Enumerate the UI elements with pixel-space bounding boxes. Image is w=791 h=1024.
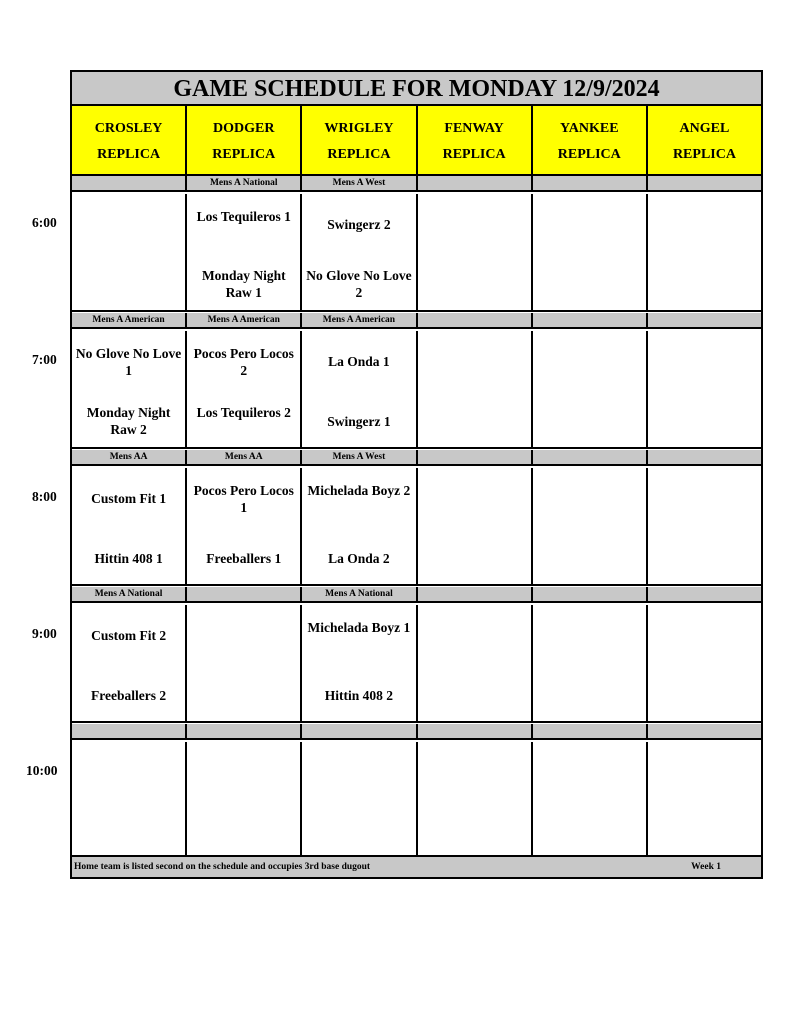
division-label: Mens A American [187, 313, 302, 327]
footer-bar [72, 855, 761, 877]
division-row [72, 450, 761, 466]
field-sub: REPLICA [442, 147, 506, 162]
home-team: Freeballers 2 [91, 688, 167, 703]
field-header-dodger [187, 106, 302, 174]
away-team: No Glove No Love 1 [75, 346, 182, 378]
home-team: Freeballers 1 [206, 551, 282, 566]
field-sub: REPLICA [327, 147, 391, 162]
division-label [418, 587, 533, 601]
game-cell [418, 742, 533, 858]
division-label [187, 587, 302, 601]
division-label [648, 450, 761, 464]
field-name: FENWAY [444, 121, 504, 136]
division-label [533, 176, 648, 190]
field-header-wrigley [302, 106, 417, 174]
field-header-row [72, 106, 761, 176]
division-label [533, 587, 648, 601]
division-label [533, 313, 648, 327]
game-cell [302, 331, 417, 447]
away-team: Los Tequileros 1 [196, 209, 291, 224]
field-header-crosley [72, 106, 187, 174]
game-cell [418, 331, 533, 447]
schedule-sheet [70, 70, 763, 879]
game-cell [72, 468, 187, 584]
game-cell [648, 742, 761, 858]
division-label [72, 176, 187, 190]
game-cell [187, 468, 302, 584]
away-team: Pocos Pero Locos 2 [193, 346, 294, 378]
division-label [302, 724, 417, 738]
division-label [418, 313, 533, 327]
game-cell [187, 605, 302, 721]
division-label [187, 724, 302, 738]
away-team: Custom Fit 2 [91, 628, 167, 643]
time-label: 8:00 [32, 489, 57, 504]
game-cell [72, 331, 187, 447]
field-header-angel [648, 106, 761, 174]
division-label [648, 587, 761, 601]
division-label [72, 724, 187, 738]
home-team: La Onda 2 [328, 551, 390, 566]
division-row [72, 313, 761, 329]
games-row [72, 331, 761, 449]
game-cell [187, 194, 302, 310]
division-row [72, 176, 761, 192]
game-cell [533, 194, 648, 310]
game-cell [648, 331, 761, 447]
game-cell [72, 194, 187, 310]
home-team: Hittin 408 1 [94, 551, 163, 566]
field-name: YANKEE [559, 121, 619, 136]
game-cell [302, 194, 417, 310]
time-label: 6:00 [32, 215, 57, 230]
field-sub: REPLICA [557, 147, 621, 162]
away-team: Michelada Boyz 1 [307, 620, 411, 635]
division-label: Mens A National [302, 587, 417, 601]
away-team: Pocos Pero Locos 1 [193, 483, 294, 515]
field-name: ANGEL [679, 121, 730, 136]
game-cell [648, 605, 761, 721]
division-label: Mens AA [72, 450, 187, 464]
schedule-title: GAME SCHEDULE FOR MONDAY 12/9/2024 [72, 72, 761, 106]
away-team: La Onda 1 [328, 354, 390, 369]
division-row [72, 724, 761, 740]
field-name: WRIGLEY [324, 121, 394, 136]
game-cell [418, 605, 533, 721]
game-cell [648, 468, 761, 584]
game-cell [302, 742, 417, 858]
week-label: Week 1 [691, 862, 721, 872]
division-row [72, 587, 761, 603]
game-cell [533, 331, 648, 447]
game-cell [302, 468, 417, 584]
division-label [533, 450, 648, 464]
division-label: Mens A American [72, 313, 187, 327]
field-header-fenway [418, 106, 533, 174]
time-label: 7:00 [32, 352, 57, 367]
division-label: Mens A West [302, 176, 417, 190]
field-sub: REPLICA [97, 147, 161, 162]
home-team: Monday Night Raw 1 [201, 268, 286, 300]
division-label: Mens A West [302, 450, 417, 464]
games-row [72, 468, 761, 586]
division-label [418, 176, 533, 190]
game-cell [533, 742, 648, 858]
field-name: DODGER [213, 121, 275, 136]
home-team: Swingerz 1 [327, 414, 391, 429]
division-label [533, 724, 648, 738]
games-row [72, 194, 761, 312]
game-cell [72, 605, 187, 721]
game-cell [187, 331, 302, 447]
division-label [418, 724, 533, 738]
game-cell [302, 605, 417, 721]
field-sub: REPLICA [212, 147, 276, 162]
game-cell [533, 605, 648, 721]
division-label: Mens A National [187, 176, 302, 190]
home-team: Monday Night Raw 2 [86, 405, 171, 437]
home-team: No Glove No Love 2 [306, 268, 412, 300]
division-label: Mens A National [72, 587, 187, 601]
game-cell [648, 194, 761, 310]
division-label: Mens A American [302, 313, 417, 327]
time-label: 9:00 [32, 626, 57, 641]
game-cell [533, 468, 648, 584]
game-cell [418, 194, 533, 310]
field-sub: REPLICA [672, 147, 736, 162]
home-team: Los Tequileros 2 [196, 405, 291, 420]
home-team: Hittin 408 2 [324, 688, 394, 703]
footer-note: Home team is listed second on the schedule and occupies 3rd base dugout [74, 862, 371, 872]
away-team: Custom Fit 1 [91, 491, 167, 506]
games-row [72, 605, 761, 723]
time-label: 10:00 [26, 763, 58, 778]
field-name: CROSLEY [94, 121, 163, 136]
division-label [648, 724, 761, 738]
away-team: Swingerz 2 [327, 217, 391, 232]
division-label [648, 176, 761, 190]
games-row [72, 742, 761, 860]
game-cell [418, 468, 533, 584]
division-label [648, 313, 761, 327]
field-header-yankee [533, 106, 648, 174]
division-label: Mens AA [187, 450, 302, 464]
division-label [418, 450, 533, 464]
away-team: Michelada Boyz 2 [307, 483, 411, 498]
game-cell [187, 742, 302, 858]
game-cell [72, 742, 187, 858]
